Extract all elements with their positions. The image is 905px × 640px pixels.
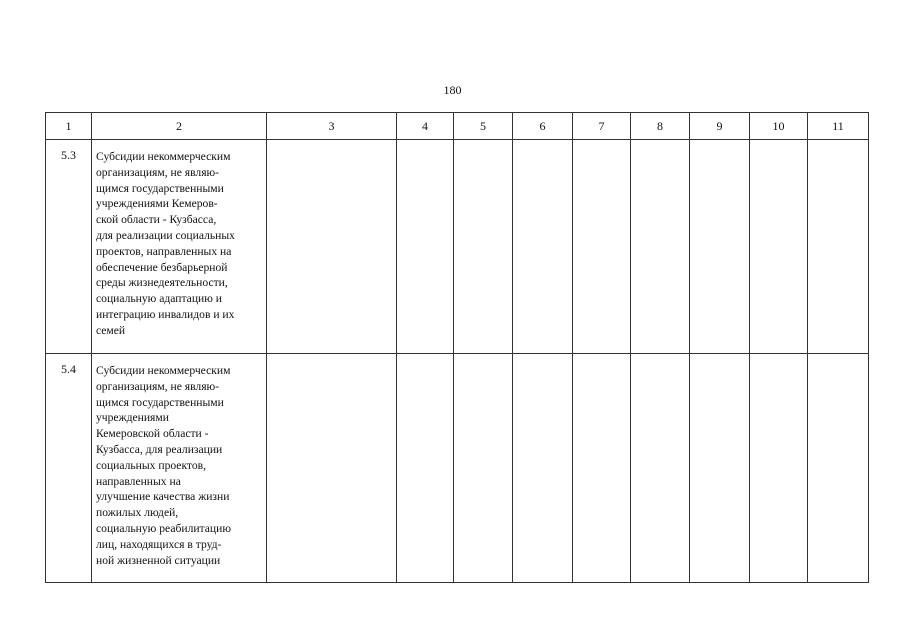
description-line: ной жизненной ситуации bbox=[96, 553, 221, 567]
description-line: проектов, направленных на bbox=[96, 244, 232, 258]
description-line: Субсидии некоммерческим bbox=[96, 150, 231, 163]
table-header-row bbox=[46, 113, 869, 140]
header-cell-11: 11 bbox=[808, 113, 869, 140]
description-line: семей bbox=[96, 323, 126, 337]
table-row bbox=[46, 354, 869, 583]
description-line: обеспечение безбарьерной bbox=[96, 260, 228, 274]
row-number: 5.4 bbox=[46, 354, 92, 583]
table-row bbox=[46, 140, 869, 354]
empty-cell bbox=[573, 140, 631, 354]
empty-cell bbox=[750, 354, 808, 583]
description-line: учреждениями Кемеров- bbox=[96, 197, 218, 211]
description-line: Субсидии некоммерческим bbox=[96, 364, 231, 377]
row-description bbox=[92, 140, 267, 354]
header-cell-7: 7 bbox=[573, 113, 631, 140]
description-line: Кузбасса, для реализации bbox=[96, 442, 223, 456]
header-cell-4: 4 bbox=[397, 113, 454, 140]
empty-cell bbox=[513, 140, 573, 354]
empty-cell bbox=[808, 354, 869, 583]
empty-cell bbox=[690, 140, 750, 354]
description-line: Кемеровской области - bbox=[96, 427, 209, 441]
empty-cell bbox=[690, 354, 750, 583]
empty-cell bbox=[513, 354, 573, 583]
description-line: среды жизнедеятельности, bbox=[96, 276, 228, 290]
empty-cell bbox=[631, 140, 690, 354]
description-line: социальных проектов, bbox=[96, 458, 207, 472]
empty-cell bbox=[397, 140, 454, 354]
empty-cell bbox=[573, 354, 631, 583]
empty-cell bbox=[631, 354, 690, 583]
row-description bbox=[92, 354, 267, 583]
description-line: ской области - Кузбасса, bbox=[96, 213, 217, 227]
empty-cell bbox=[397, 354, 454, 583]
header-cell-6: 6 bbox=[513, 113, 573, 140]
header-cell-5: 5 bbox=[454, 113, 513, 140]
empty-cell bbox=[454, 140, 513, 354]
row-number: 5.3 bbox=[46, 140, 92, 354]
description-line: лиц, находящихся в труд- bbox=[96, 537, 222, 551]
description-line: интеграцию инвалидов и их bbox=[96, 307, 235, 321]
description-line: щимся государственными bbox=[96, 181, 224, 195]
empty-cell bbox=[267, 140, 397, 354]
description-line: улучшение качества жизни bbox=[96, 490, 230, 504]
description-line: направленных на bbox=[96, 474, 181, 488]
header-cell-8: 8 bbox=[631, 113, 690, 140]
empty-cell bbox=[808, 140, 869, 354]
description-line: социальную реабилитацию bbox=[96, 521, 231, 535]
header-cell-10: 10 bbox=[750, 113, 808, 140]
description-line: социальную адаптацию и bbox=[96, 292, 223, 306]
description-line: организациям, не являю- bbox=[96, 379, 220, 393]
description-line: для реализации социальных bbox=[96, 228, 235, 242]
description-line: пожилых людей, bbox=[96, 506, 179, 520]
empty-cell bbox=[267, 354, 397, 583]
description-line: щимся государственными bbox=[96, 395, 224, 409]
header-cell-3: 3 bbox=[267, 113, 397, 140]
header-cell-9: 9 bbox=[690, 113, 750, 140]
header-cell-2: 2 bbox=[92, 113, 267, 140]
description-line: учреждениями bbox=[96, 411, 169, 425]
page-number: 180 bbox=[443, 83, 462, 97]
description-line: организациям, не являю- bbox=[96, 165, 220, 179]
header-cell-1: 1 bbox=[46, 113, 92, 140]
empty-cell bbox=[750, 140, 808, 354]
empty-cell bbox=[454, 354, 513, 583]
budget-table bbox=[45, 112, 869, 583]
